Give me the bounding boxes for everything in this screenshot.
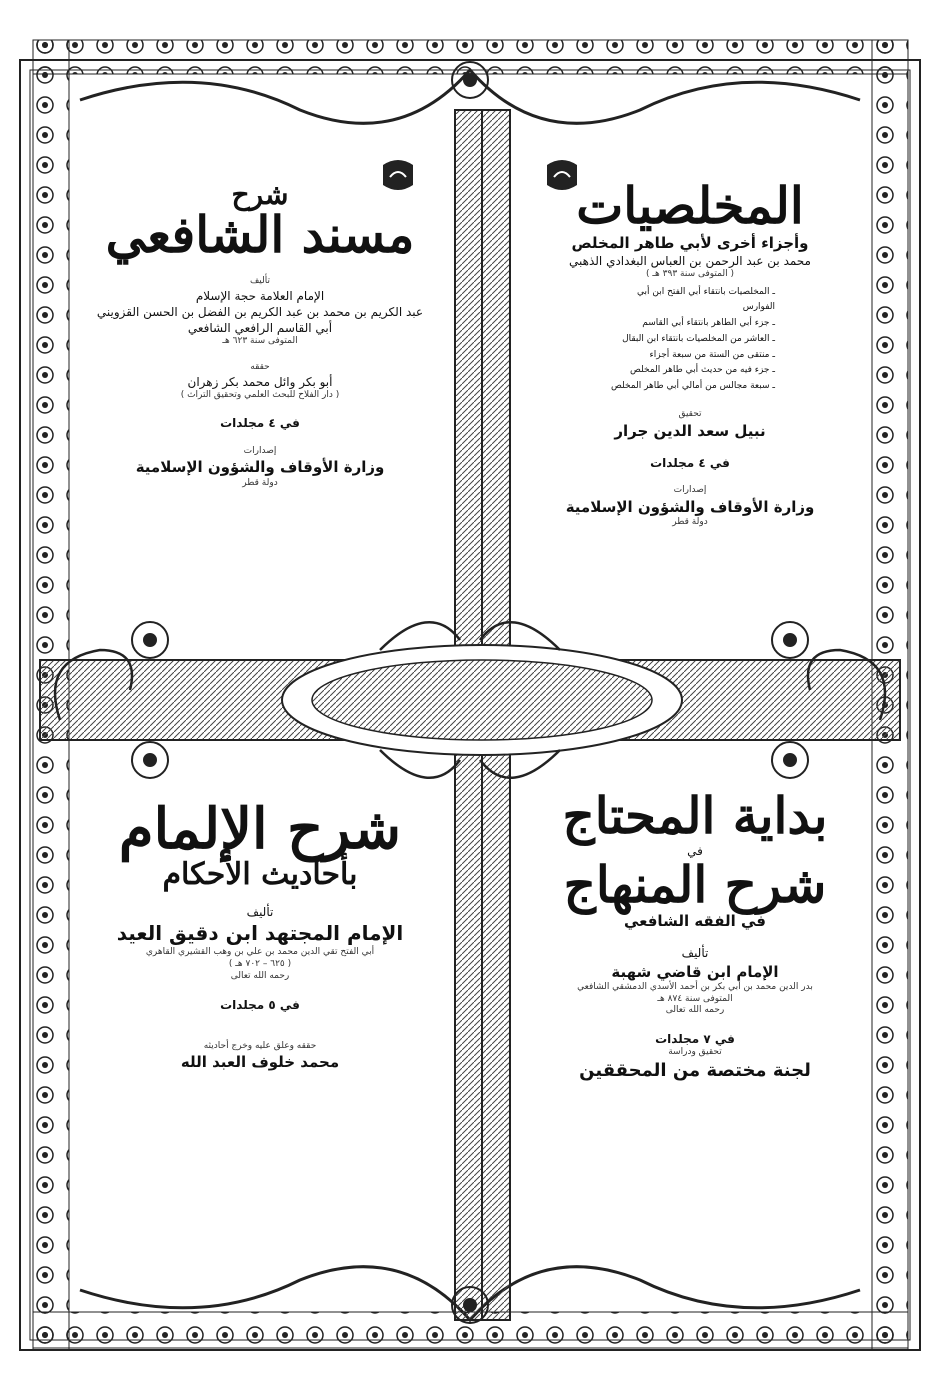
volumes: في ٧ مجلدات	[655, 1031, 735, 1046]
country: دولة قطر	[672, 516, 708, 527]
author-line: عبد الكريم بن محمد بن عبد الكريم بن الفضل بن الحسن القزويني	[96, 304, 424, 319]
publisher: وزارة الأوقاف والشؤون الإسلامية	[135, 458, 385, 477]
book-bidayat-al-muhtaj	[520, 786, 870, 1083]
author-full: أبي الفتح تقي الدين محمد بن علي بن وهب القشيري القاهري	[145, 947, 375, 958]
list-item: ـ منتقى من الستة من سبعة أجزاء	[605, 348, 775, 364]
editor-name: لجنة مختصة من المحققين	[579, 1059, 811, 1081]
pre-title: شرح	[231, 178, 289, 211]
mercy-phrase: رحمه الله تعالى	[230, 970, 290, 981]
book-title: المخلصيات	[576, 176, 804, 235]
author-name: الإمام ابن قاضي شهبة	[611, 962, 779, 981]
editor-name: أبو بكر وائل محمد بكر زهران	[187, 374, 333, 389]
book-subtitle: في الفقه الشافعي	[623, 912, 767, 931]
list-item: ـ سبعة مجالس من أمالي أبي طاهر المخلص	[605, 379, 775, 395]
author-line: الإمام العلامة حجة الإسلام	[195, 288, 325, 303]
book-title: بداية المحتاج	[562, 786, 828, 845]
author-name: محمد بن عبد الرحمن بن العباس البغدادي الذهبي	[569, 253, 811, 268]
author-line: أبي القاسم الرافعي الشافعي	[187, 320, 333, 335]
editor-name: محمد خلوف العبد الله	[180, 1053, 340, 1072]
book-sharh-musnad-shafii	[90, 180, 430, 489]
mercy-phrase: رحمه الله تعالى	[665, 1005, 725, 1016]
volumes: في ٤ مجلدات	[220, 416, 300, 431]
title-conjunction: في	[687, 843, 703, 858]
death-date: المتوفى سنة ٦٢٣ هـ	[222, 336, 298, 347]
editor-name: نبيل سعد الدين جرار	[614, 421, 766, 440]
volumes: في ٥ مجلدات	[220, 997, 300, 1012]
book-subtitle: بأحاديث الأحكام	[162, 856, 358, 892]
editor-note: ( دار الفلاح للبحث العلمي وتحقيق التراث )	[180, 389, 340, 400]
author-name: الإمام المجتهد ابن دقيق العيد	[116, 921, 404, 946]
death-date: ( المتوفى سنة ٣٩٣ هـ )	[646, 268, 734, 279]
author-full: بدر الدين محمد بن أبي بكر بن أحمد الأسدي الدمشقي الشافعي	[577, 981, 813, 992]
editor-label: حققه وعلق عليه وخرج أحاديثه	[203, 1040, 317, 1051]
publisher-label: إصدارات	[673, 485, 707, 495]
author-dates: ( ٦٢٥ – ٧٠٢ هـ )	[228, 959, 292, 970]
publisher-label: إصدارات	[243, 445, 277, 456]
volumes: في ٤ مجلدات	[650, 455, 730, 470]
list-item: ـ جزء أبي الطاهر بانتقاء أبي القاسم	[605, 316, 775, 332]
book-mukhallisiyyat	[520, 176, 860, 529]
publisher: وزارة الأوقاف والشؤون الإسلامية	[565, 497, 815, 516]
list-item: ـ العاشر من المخلصيات بانتقاء ابن البقال	[605, 332, 775, 348]
book-subtitle: وأجزاء أخرى لأبي طاهر المخلص	[571, 233, 809, 252]
editor-label: تحقيق ودراسة	[668, 1047, 722, 1058]
author-label: تأليف	[249, 275, 271, 286]
contents-list	[605, 285, 775, 395]
author-label: تأليف	[246, 905, 274, 920]
book-sharh-al-ilmam	[90, 796, 430, 1073]
book-title: شرح الإلمام	[118, 796, 402, 862]
list-item: ـ المخلصيات بانتقاء أبي الفتح ابن أبي الفوارس	[605, 285, 775, 317]
book-title-2: شرح المنهاج	[563, 854, 827, 914]
country: دولة قطر	[242, 477, 278, 488]
author-label: تأليف	[681, 946, 709, 961]
list-item: ـ جزء فيه من حديث أبي طاهر المخلص	[605, 363, 775, 379]
editor-label: حققه	[250, 361, 270, 372]
editor-label: تحقيق	[678, 408, 702, 419]
book-title: مسند الشافعي	[105, 205, 415, 265]
death-date: المتوفى سنة ٨٧٤ هـ	[657, 993, 733, 1004]
